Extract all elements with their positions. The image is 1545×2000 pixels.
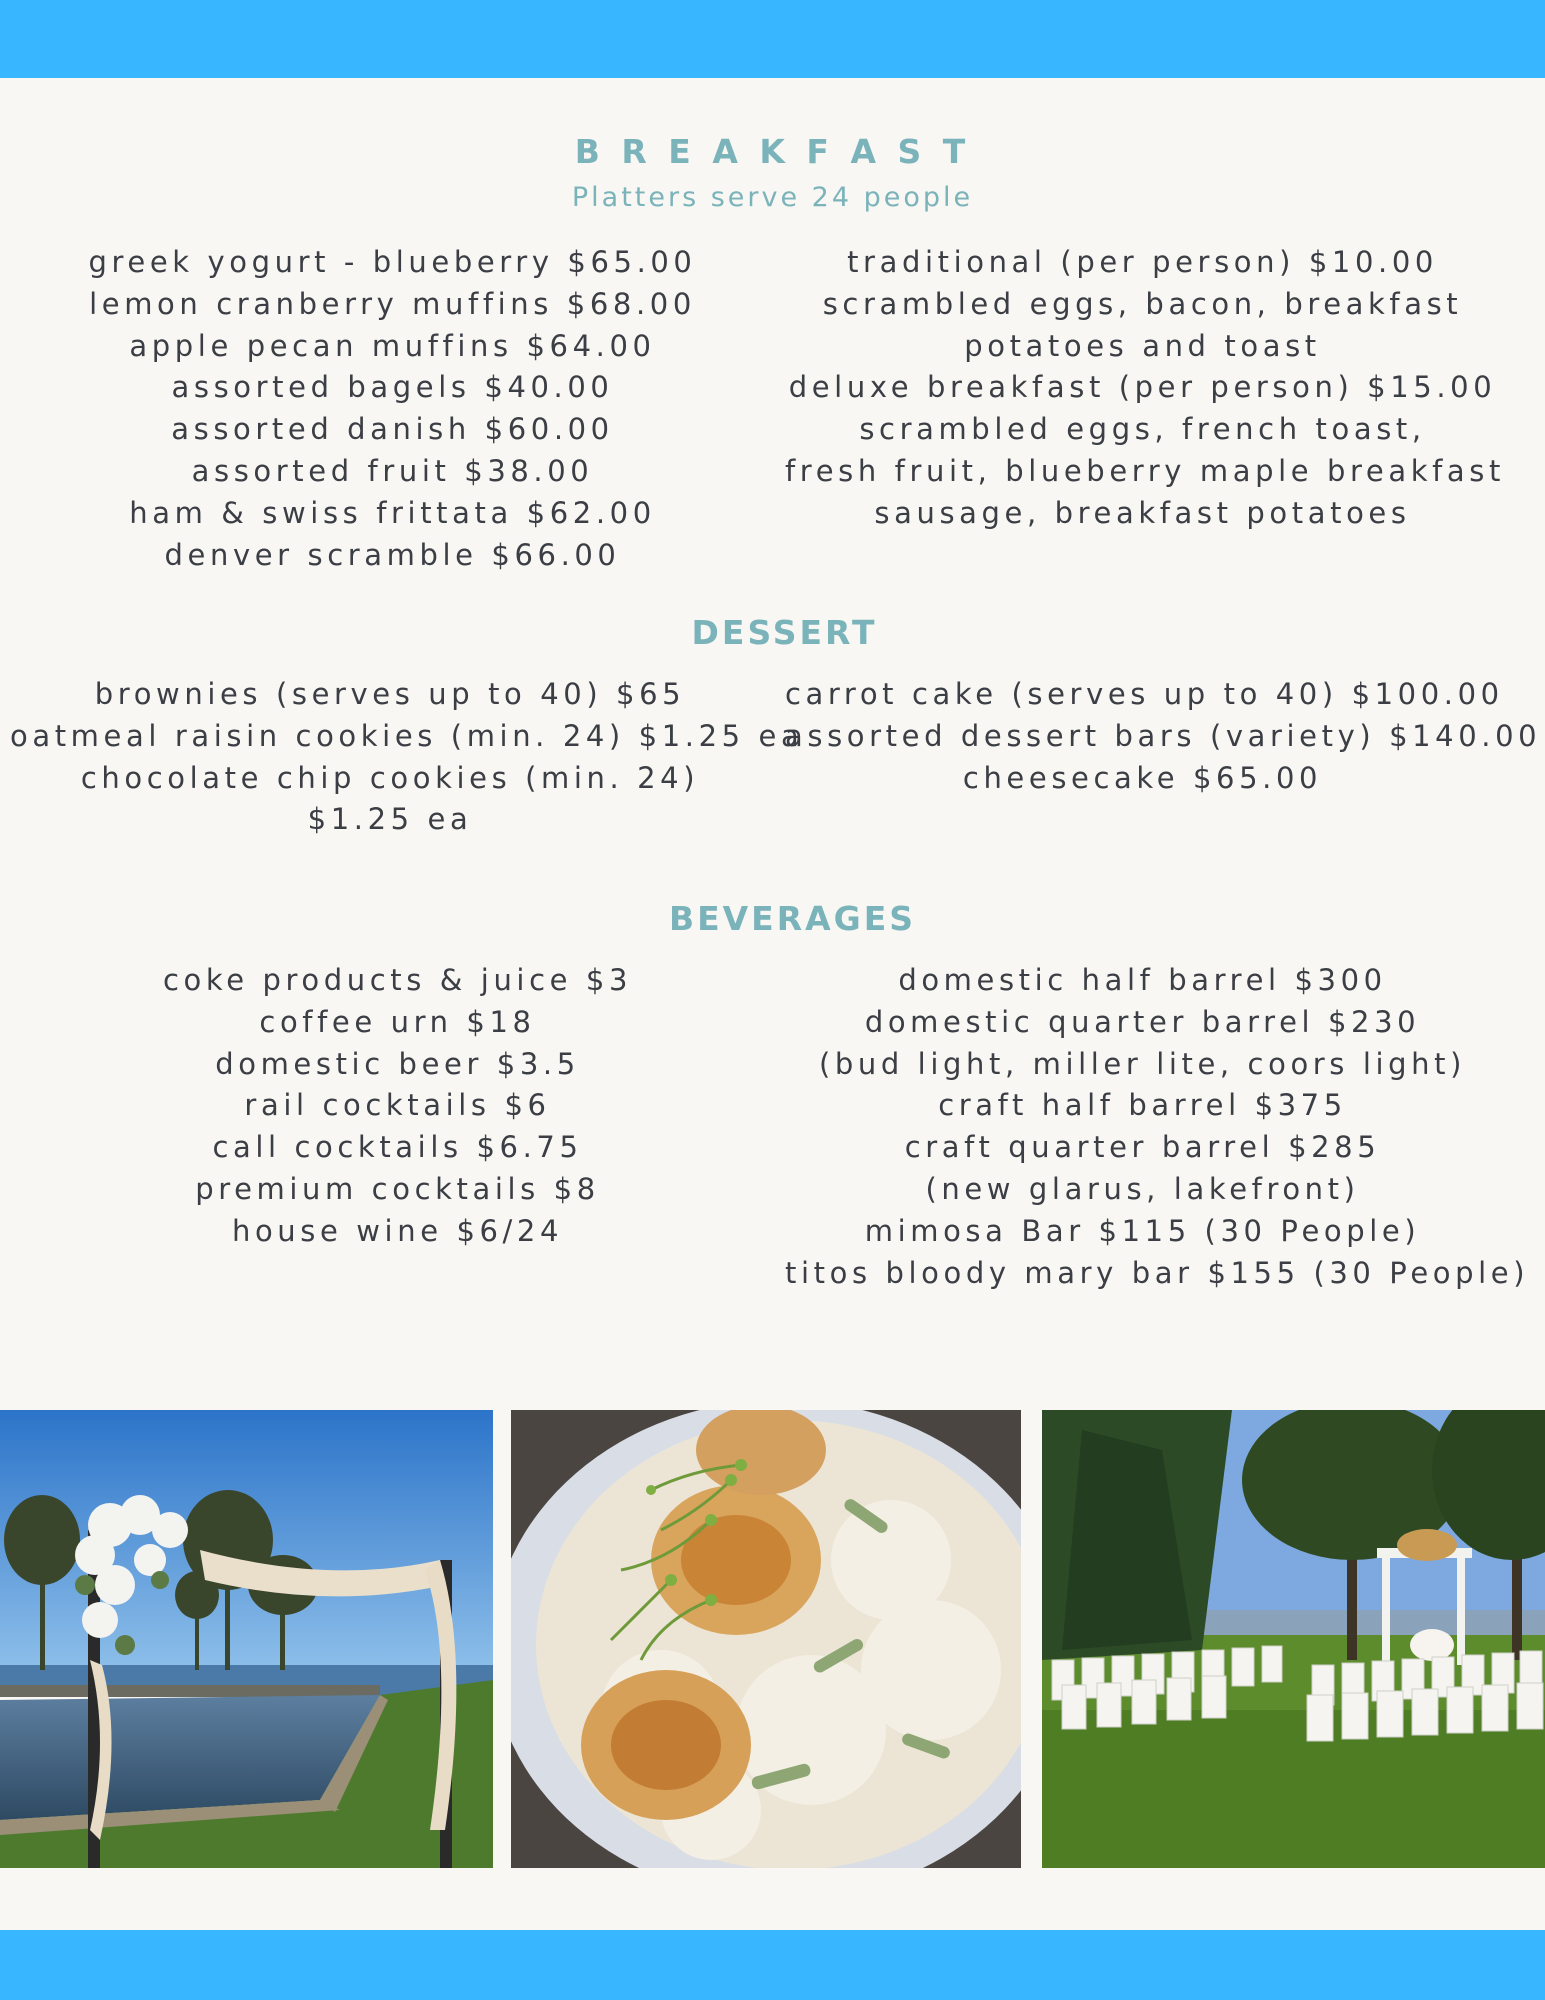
list-item: cheesecake $65.00	[962, 760, 1323, 795]
list-item: brownies (serves up to 40) $65	[94, 677, 686, 711]
list-item: (bud light, miller lite, coors light)	[818, 1046, 1467, 1081]
list-item: assorted danish $60.00	[171, 412, 614, 447]
list-item: premium cocktails $8	[195, 1171, 600, 1206]
list-item: domestic half barrel $300	[898, 963, 1387, 997]
list-item: greek yogurt - blueberry $65.00	[88, 245, 697, 279]
ceremony-chairs-lawn-photo	[1042, 1410, 1545, 1868]
beverages-right-list	[785, 960, 1530, 1294]
list-item: craft quarter barrel $285	[904, 1130, 1381, 1165]
list-item: (new glarus, lakefront)	[925, 1171, 1360, 1206]
dessert-heading: DESSERT	[691, 613, 878, 652]
list-item: fresh fruit, blueberry maple breakfast	[785, 453, 1505, 488]
breakfast-subtitle: Platters serve 24 people	[571, 182, 974, 213]
breakfast-right-list	[785, 242, 1505, 535]
list-item: coke products & juice $3	[162, 963, 632, 997]
top-color-band	[0, 0, 1545, 78]
wedding-arch-lakeside-photo	[0, 1410, 493, 1868]
list-item: call cocktails $6.75	[212, 1130, 583, 1165]
list-item: craft half barrel $375	[938, 1088, 1347, 1123]
scallops-risotto-photo	[511, 1410, 1021, 1868]
dessert-right-list	[785, 674, 1542, 799]
list-item: oatmeal raisin cookies (min. 24) $1.25 ea	[10, 718, 804, 753]
list-item: assorted bagels $40.00	[171, 370, 614, 405]
list-item: domestic beer $3.5	[215, 1046, 580, 1081]
list-item: ham & swiss frittata $62.00	[129, 495, 656, 530]
list-item: assorted fruit $38.00	[191, 453, 594, 488]
list-item: denver scramble $66.00	[164, 537, 621, 572]
list-item: scrambled eggs, french toast,	[859, 412, 1426, 447]
beverages-left-list	[20, 960, 775, 1253]
list-item: titos bloody mary bar $155 (30 People)	[785, 1255, 1530, 1290]
bottom-color-band	[0, 1930, 1545, 2000]
list-item: deluxe breakfast (per person) $15.00	[788, 370, 1497, 405]
dessert-left-list	[10, 674, 804, 841]
breakfast-heading: B R E A K F A S T	[574, 132, 971, 171]
list-item: mimosa Bar $115 (30 People)	[864, 1213, 1421, 1248]
list-item: scrambled eggs, bacon, breakfast	[822, 286, 1463, 321]
beverages-heading: BEVERAGES	[668, 899, 917, 938]
list-item: apple pecan muffins $64.00	[129, 328, 656, 363]
breakfast-left-list	[20, 242, 765, 576]
list-item: house wine $6/24	[231, 1213, 564, 1248]
list-item: carrot cake (serves up to 40) $100.00	[785, 677, 1504, 711]
list-item: domestic quarter barrel $230	[864, 1004, 1421, 1039]
list-item: traditional (per person) $10.00	[847, 245, 1438, 279]
list-item: coffee urn $18	[259, 1004, 536, 1039]
list-item: potatoes and toast	[964, 328, 1321, 363]
list-item: sausage, breakfast potatoes	[874, 495, 1411, 530]
list-item: chocolate chip cookies (min. 24) $1.25 ea	[80, 760, 700, 837]
list-item: rail cocktails $6	[244, 1088, 551, 1123]
list-item: assorted dessert bars (variety) $140.00	[785, 718, 1542, 753]
list-item: lemon cranberry muffins $68.00	[89, 286, 696, 321]
